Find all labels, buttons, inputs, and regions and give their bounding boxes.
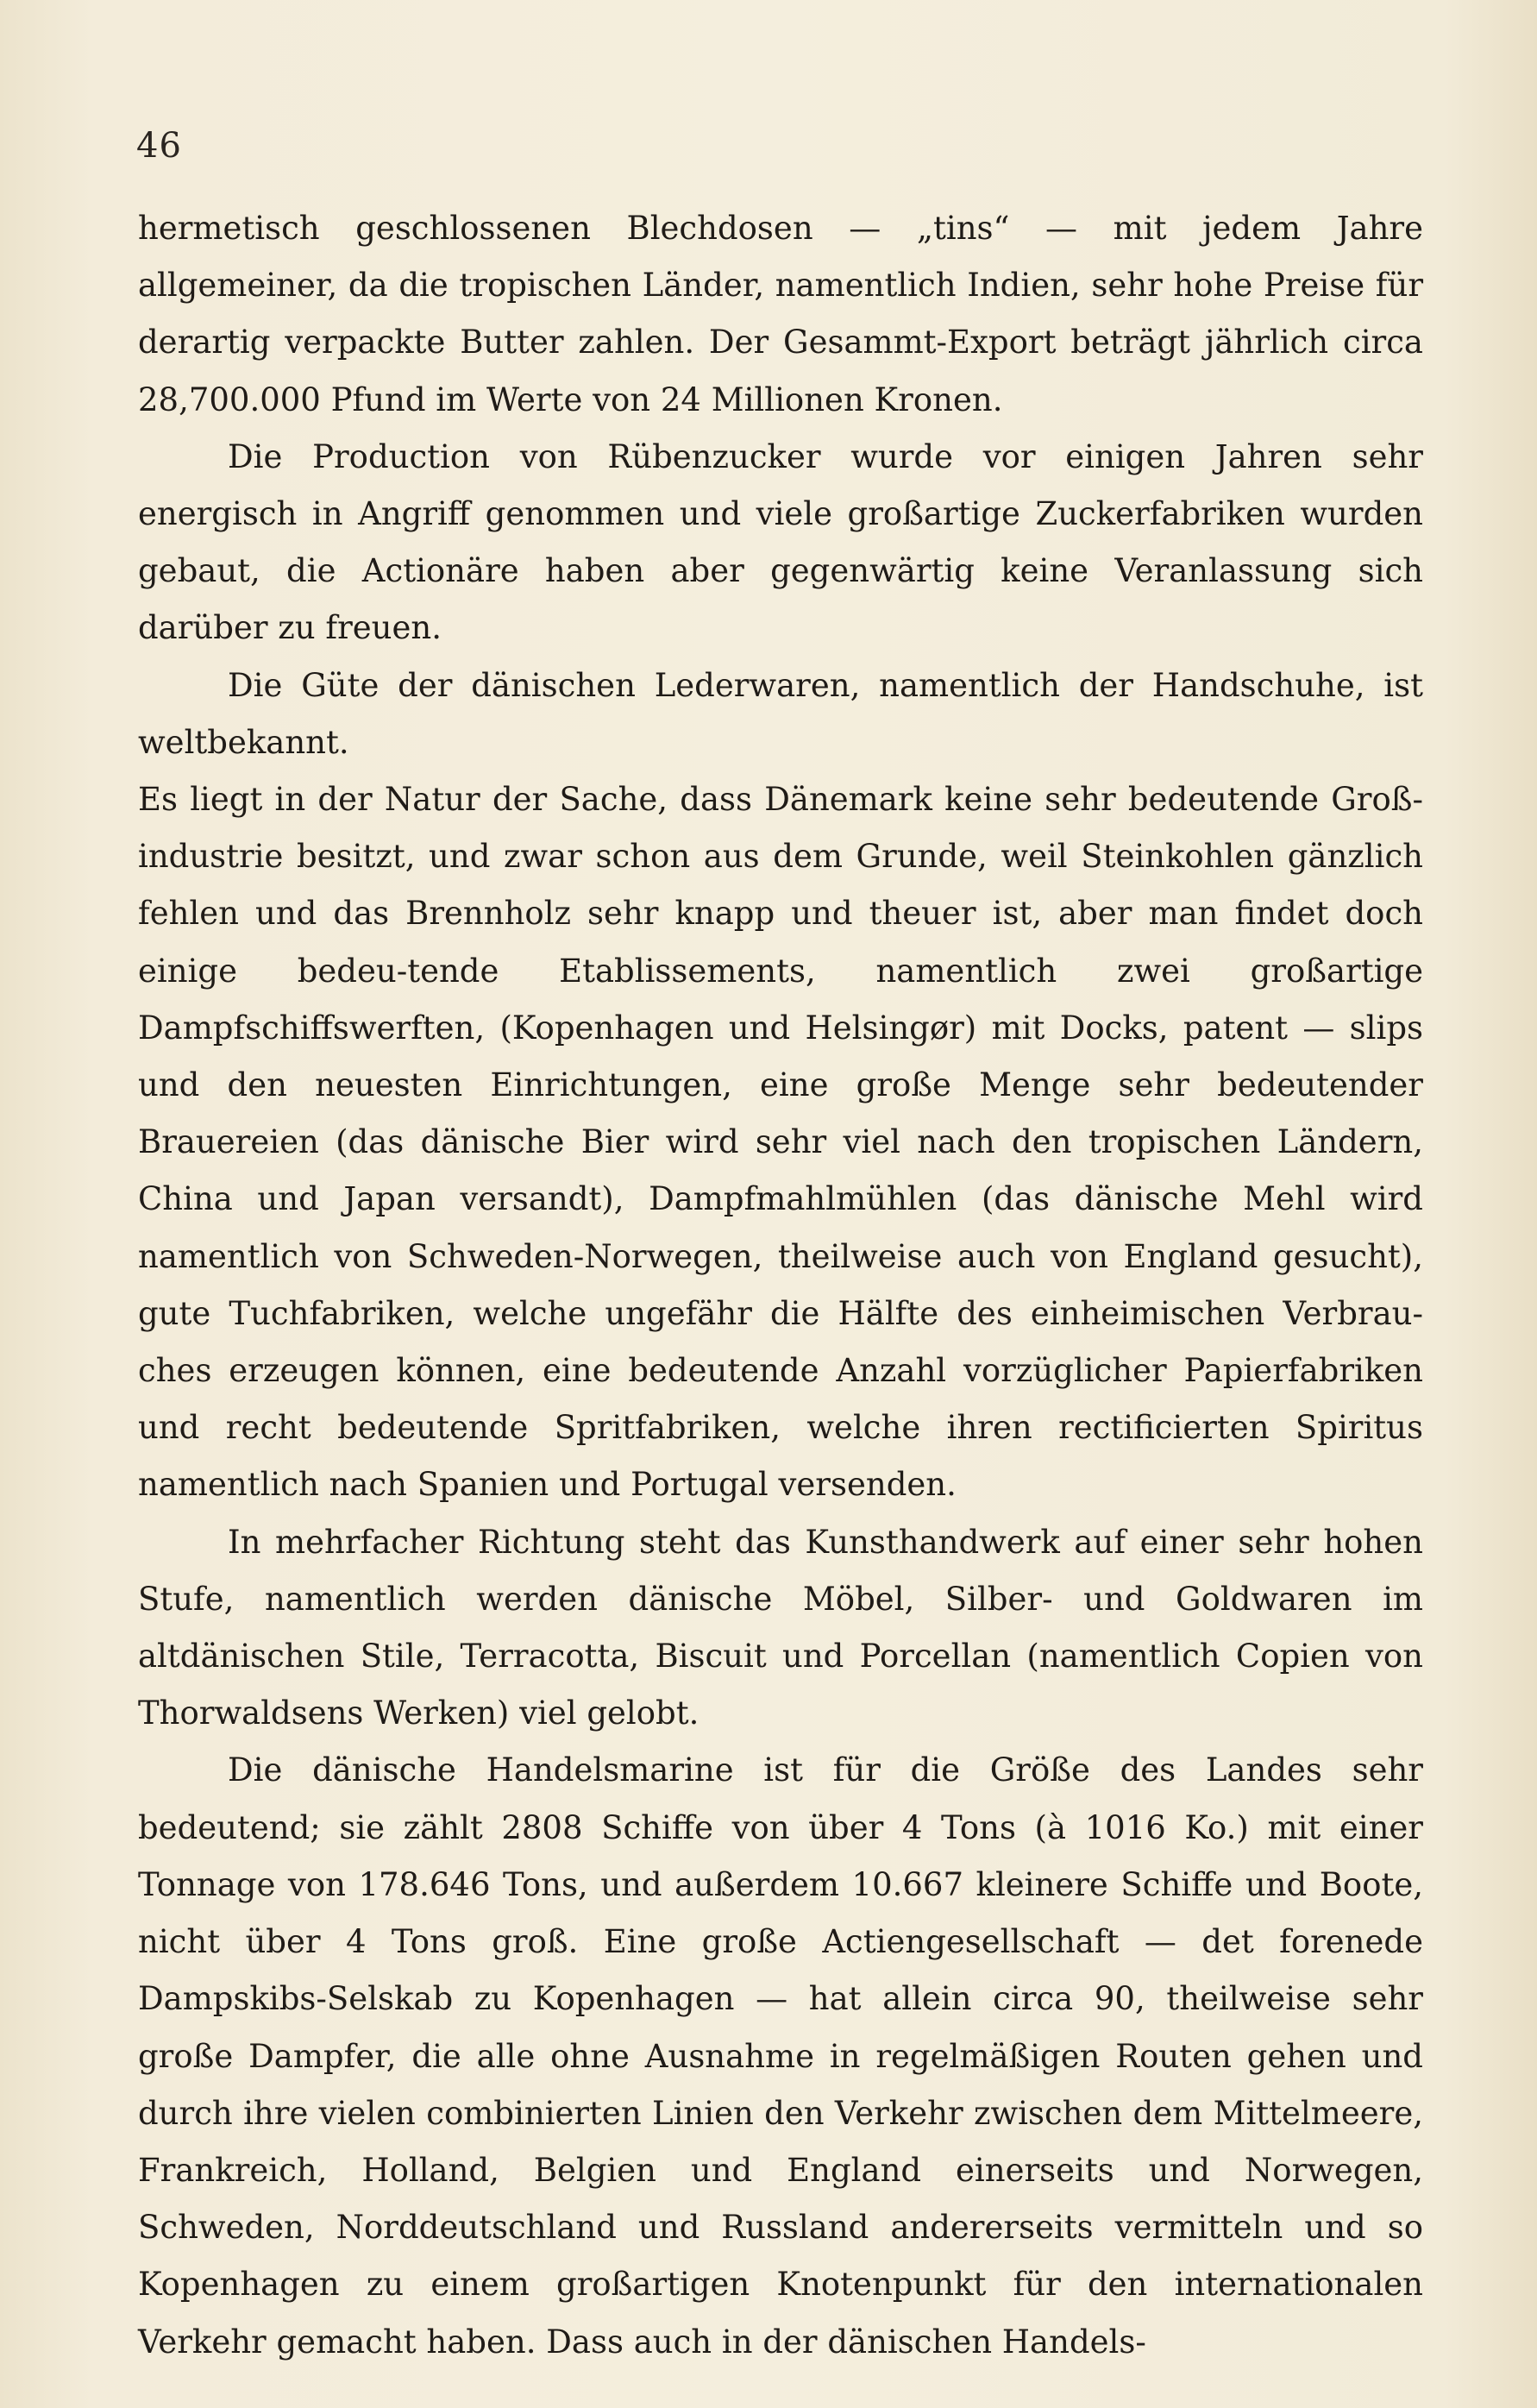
paragraph-industry: Es liegt in der Natur der Sache, dass Dänemark keine sehr bedeutende Groß-industrie besitzt, und zwar schon aus dem Grunde, weil Steinkohlen gänzlich fehlen und das Brennholz sehr knapp und theuer ist, aber man findet doch einige bedeu-tende Etablissements, namentlich zwei großartige Dampfschiffswerften, (Kopenhagen und Helsingør) mit Docks, patent — slips und den neuesten Einrichtungen, eine große Menge sehr bedeutender Brauereien (das dänische Bier wird sehr viel nach den tropischen Ländern, China und Japan versandt), Dampfmahlmühlen (das dänische Mehl wird namentlich von Schweden-Norwegen, theilweise auch von England gesucht), gute Tuchfabriken, welche ungefähr die Hälfte des einheimischen Verbrau-ches erzeugen können, eine bedeutende Anzahl vorzüglicher Papierfabriken und recht bedeutende Spritfabriken, welche ihren rectificierten Spiritus namentlich nach Spanien und Portugal versenden. [138, 781, 1423, 1504]
paragraph-merchant-marine: Die dänische Handelsmarine ist für die Größe des Landes sehr bedeutend; sie zählt 2808 Schiffe von über 4 Tons (à 1016 Ko.) mit einer Tonnage von 178.646 Tons, und außerdem 10.667 kleinere Schiffe und Boote, nicht über 4 Tons groß. Eine große Actiengesellschaft — det forenede Dampskibs-Selskab zu Kopenhagen — hat allein circa 90, theilweise sehr große Dampfer, die alle ohne Ausnahme in regelmäßigen Routen gehen und durch ihre vielen combinierten Linien den Verkehr zwischen dem Mittelmeere, Frankreich, Holland, Belgien und England einerseits und Norwegen, Schweden, Norddeutschland und Russland andererseits vermitteln und so Kopenhagen zu einem großartigen Knotenpunkt für den internationalen Verkehr gemacht haben. Dass auch in der dänischen Handels- [138, 1751, 1423, 2361]
paragraph-butter-export: hermetisch geschlossenen Blechdosen — „tins“ — mit jedem Jahre allgemeiner, da die tropischen Länder, namentlich Indien, sehr hohe Preise für derartig verpackte Butter zahlen. Der Gesammt-Export beträgt jährlich circa 28,700.000 Pfund im Werte von 24 Millionen Kronen. [138, 210, 1423, 418]
page-number: 46 [136, 126, 182, 166]
body-text [138, 200, 1423, 2371]
paragraph-leather-goods: Die Güte der dänischen Lederwaren, namentlich der Handschuhe, ist weltbekannt. [138, 666, 1423, 761]
paragraph-sugar-production: Die Production von Rübenzucker wurde vor einigen Jahren sehr energisch in Angriff genommen und viele großartige Zuckerfabriken wurden gebaut, die Actionäre haben aber gegenwärtig keine Veranlassung sich darüber zu freuen. [138, 437, 1423, 647]
paragraph-crafts: In mehrfacher Richtung steht das Kunsthandwerk auf einer sehr hohen Stufe, namentlich werden dänische Möbel, Silber- und Goldwaren im altdänischen Stile, Terracotta, Biscuit und Porcellan (namentlich Copien von Thorwaldsens Werken) viel gelobt. [138, 1523, 1423, 1732]
